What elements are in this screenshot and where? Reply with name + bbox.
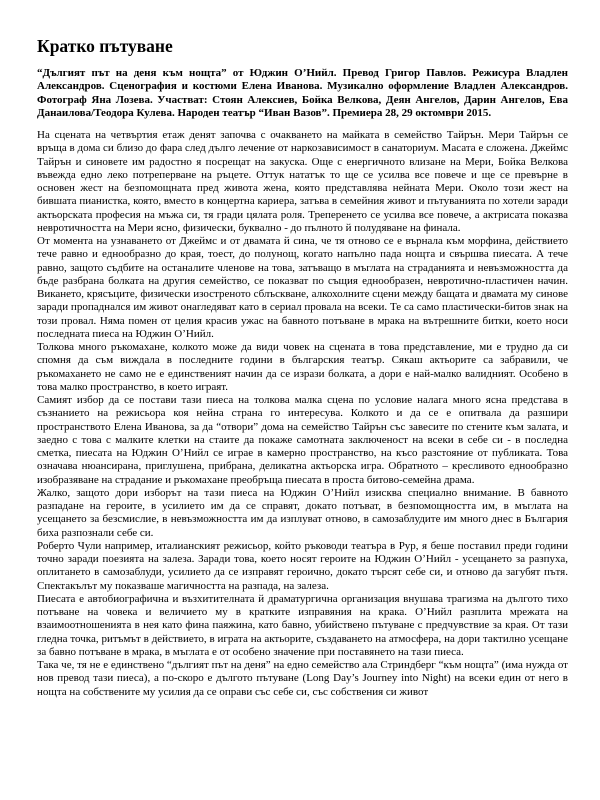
paragraph-8: Така че, тя не е единствено “дългият път на деня” на едно семейство ала Стриндберг “към нощта” (има нужда от нов превод тази пиеса), а по-скоро е дългото пътуване (Long Day’s Journey into Night) на всеки един от него в нощта на собствените му усилия да се оправи със себе си, със собствения си живот xyxy=(37,659,568,698)
paragraph-3: Толкова много ръкомахане, колкото може да види човек на сцената в това представление, ми е трудно да си спомня да съм виждала в последните години в българския театър. Сякаш актьорите са забравили, че ръкомахането не само не е единственият начин да се изрази болката, а дори е най-малко валидният. Особено в това малко пространство, в което играят. xyxy=(37,341,568,393)
article-title: Кратко пътуване xyxy=(37,36,173,56)
paragraph-6: Роберто Чули например, италианският режисьор, който ръководи театъра в Рур, я беше поставил преди години точно заради поезията на залеза. Заради това, което носят героите на Юджин О’Нийл - усещането за разпуха, оплитането в самозаблуди, усилието да се изправят героично, докато търсят себе си, и отново да загубят пътя. Спектакълът му показваше магичността на разпада, на залеза. xyxy=(37,539,568,592)
paragraph-1: На сцената на четвъртия етаж денят започва с очакването на майката в семейство Тайрън. Мери Тайрън се връща в дома си близо до фара след дълго лечение от наркозависимост в санаториум. Масата е сложена. Джеймс Тайрън и синовете им радостно я посрещат на закуска. Още с енергичното влизане на Мери, Бойка Велкова въвежда едно леко потреперване на ръцете. Оттук нататък то ще се усилва все повече и ще се превърне в основен жест на безпомощната пред живота жена, която представлява нейната Мери. Около този жест на бившата пианистка, която, вместо в концертна кариера, затъва в семейния живот и пътуванията по хотели заради актьорската професия на мъжа си, тя гради цялата роля. Треперенето се усилва все повече, а актрисата показва невротичността на Мери ясно, физически, буквално - до пълното й полудяване на финала. xyxy=(37,129,568,234)
paragraph-7: Пиесата е автобиографична и възхитителната й драматургична организация внушава трагизма на дългото тихо потъване на човека и величието му в кратките изправяния на крака. О’Нийл разплита мрежата на взаимоотношенията в нея като фина паяжина, като бавно, убийствено пътуване с предчувствие за края. От тази гледна точка, ритъмът в действието, в играта на актьорите, създаването на атмосфера, на дори тактилно усещане за бавно потъване в мрака, в мъглата е от особено значение при поставянето на тази пиеса. xyxy=(37,592,568,658)
paragraph-2: От момента на узнаването от Джеймс и от двамата й сина, че тя отново се е върнала към морфина, действието тече равно и еднообразно до края, тоест, до полунощ, когато напълно пада нощта и свършва пиесата. А тече равно, защото съдбите на останалите членове на това, затъващо в мъглата на страданията и невъзможността да бъде разбрана болката на другия семейство, се показват по същия еднообразен, невротично-пластичен начин. Виканeто, крясъците, физически изостреното сблъскване, алкохолните сцени между бащата и двамата му синове заради пропаднался им живот онагледяват като в сериал провала на всеки. Те са само пластически-битов знак на този провал. Няма помен от целия красив ужас на бавното потъване в мрака на вътрешните битки, което носи последната пиеса на Юджин О’Нийл. xyxy=(37,235,568,340)
paragraph-4: Самият избор да се постави тази пиеса на толкова малка сцена по условие налага много ясна представа в съзнанието на режисьора коя нейна страна го интересува. Колкото и да се е опитвала да разшири пространството Елена Иванова, за да “отвори” дома на семейство Тайрън със завесите по стените към залата, и заедно с това с малките клетки на стаите да покаже самотната заключеност на всеки в себе си - в последна сметка, пиесата на Юджин О’Нийл се играе в камерно пространство, на късо разстояние от публиката. Това означава нюансирана, приглушена, прибрана, деликатна актьорска игра. Обратното – кресливото еднообразно изобразяване на страдание и ръкомахане преобръща пиесата в проста битово-семейна драма. xyxy=(37,394,568,486)
article xyxy=(37,36,568,699)
production-credits: “Дългият път на деня към нощта” от Юджин О’Нийл. Превод Григор Павлов. Режисура Владлен Александров. Сценография и костюми Елена Иванова. Музикално оформление Владлен Александров. Фотограф Яна Лозева. Участват: Стоян Алексиев, Бойка Велкова, Деян Ангелов, Дарин Ангелов, Ева Данаилова/Теодора Кулева. Народен театър “Иван Вазов”. Премиера 28, 29 октомври 2015. xyxy=(37,67,568,119)
paragraph-5: Жалко, защото дори изборът на тази пиеса на Юджин О’Нийл изисква специално внимание. В бавното разпадане на героите, в усилието им да се справят, докато потъват, в безпомощността им, в мъглата на усещането за безсмислие, в невъзможността им да изплуват отново, в самозаблудите им много днес в България биха разпознали себе си. xyxy=(37,486,568,539)
